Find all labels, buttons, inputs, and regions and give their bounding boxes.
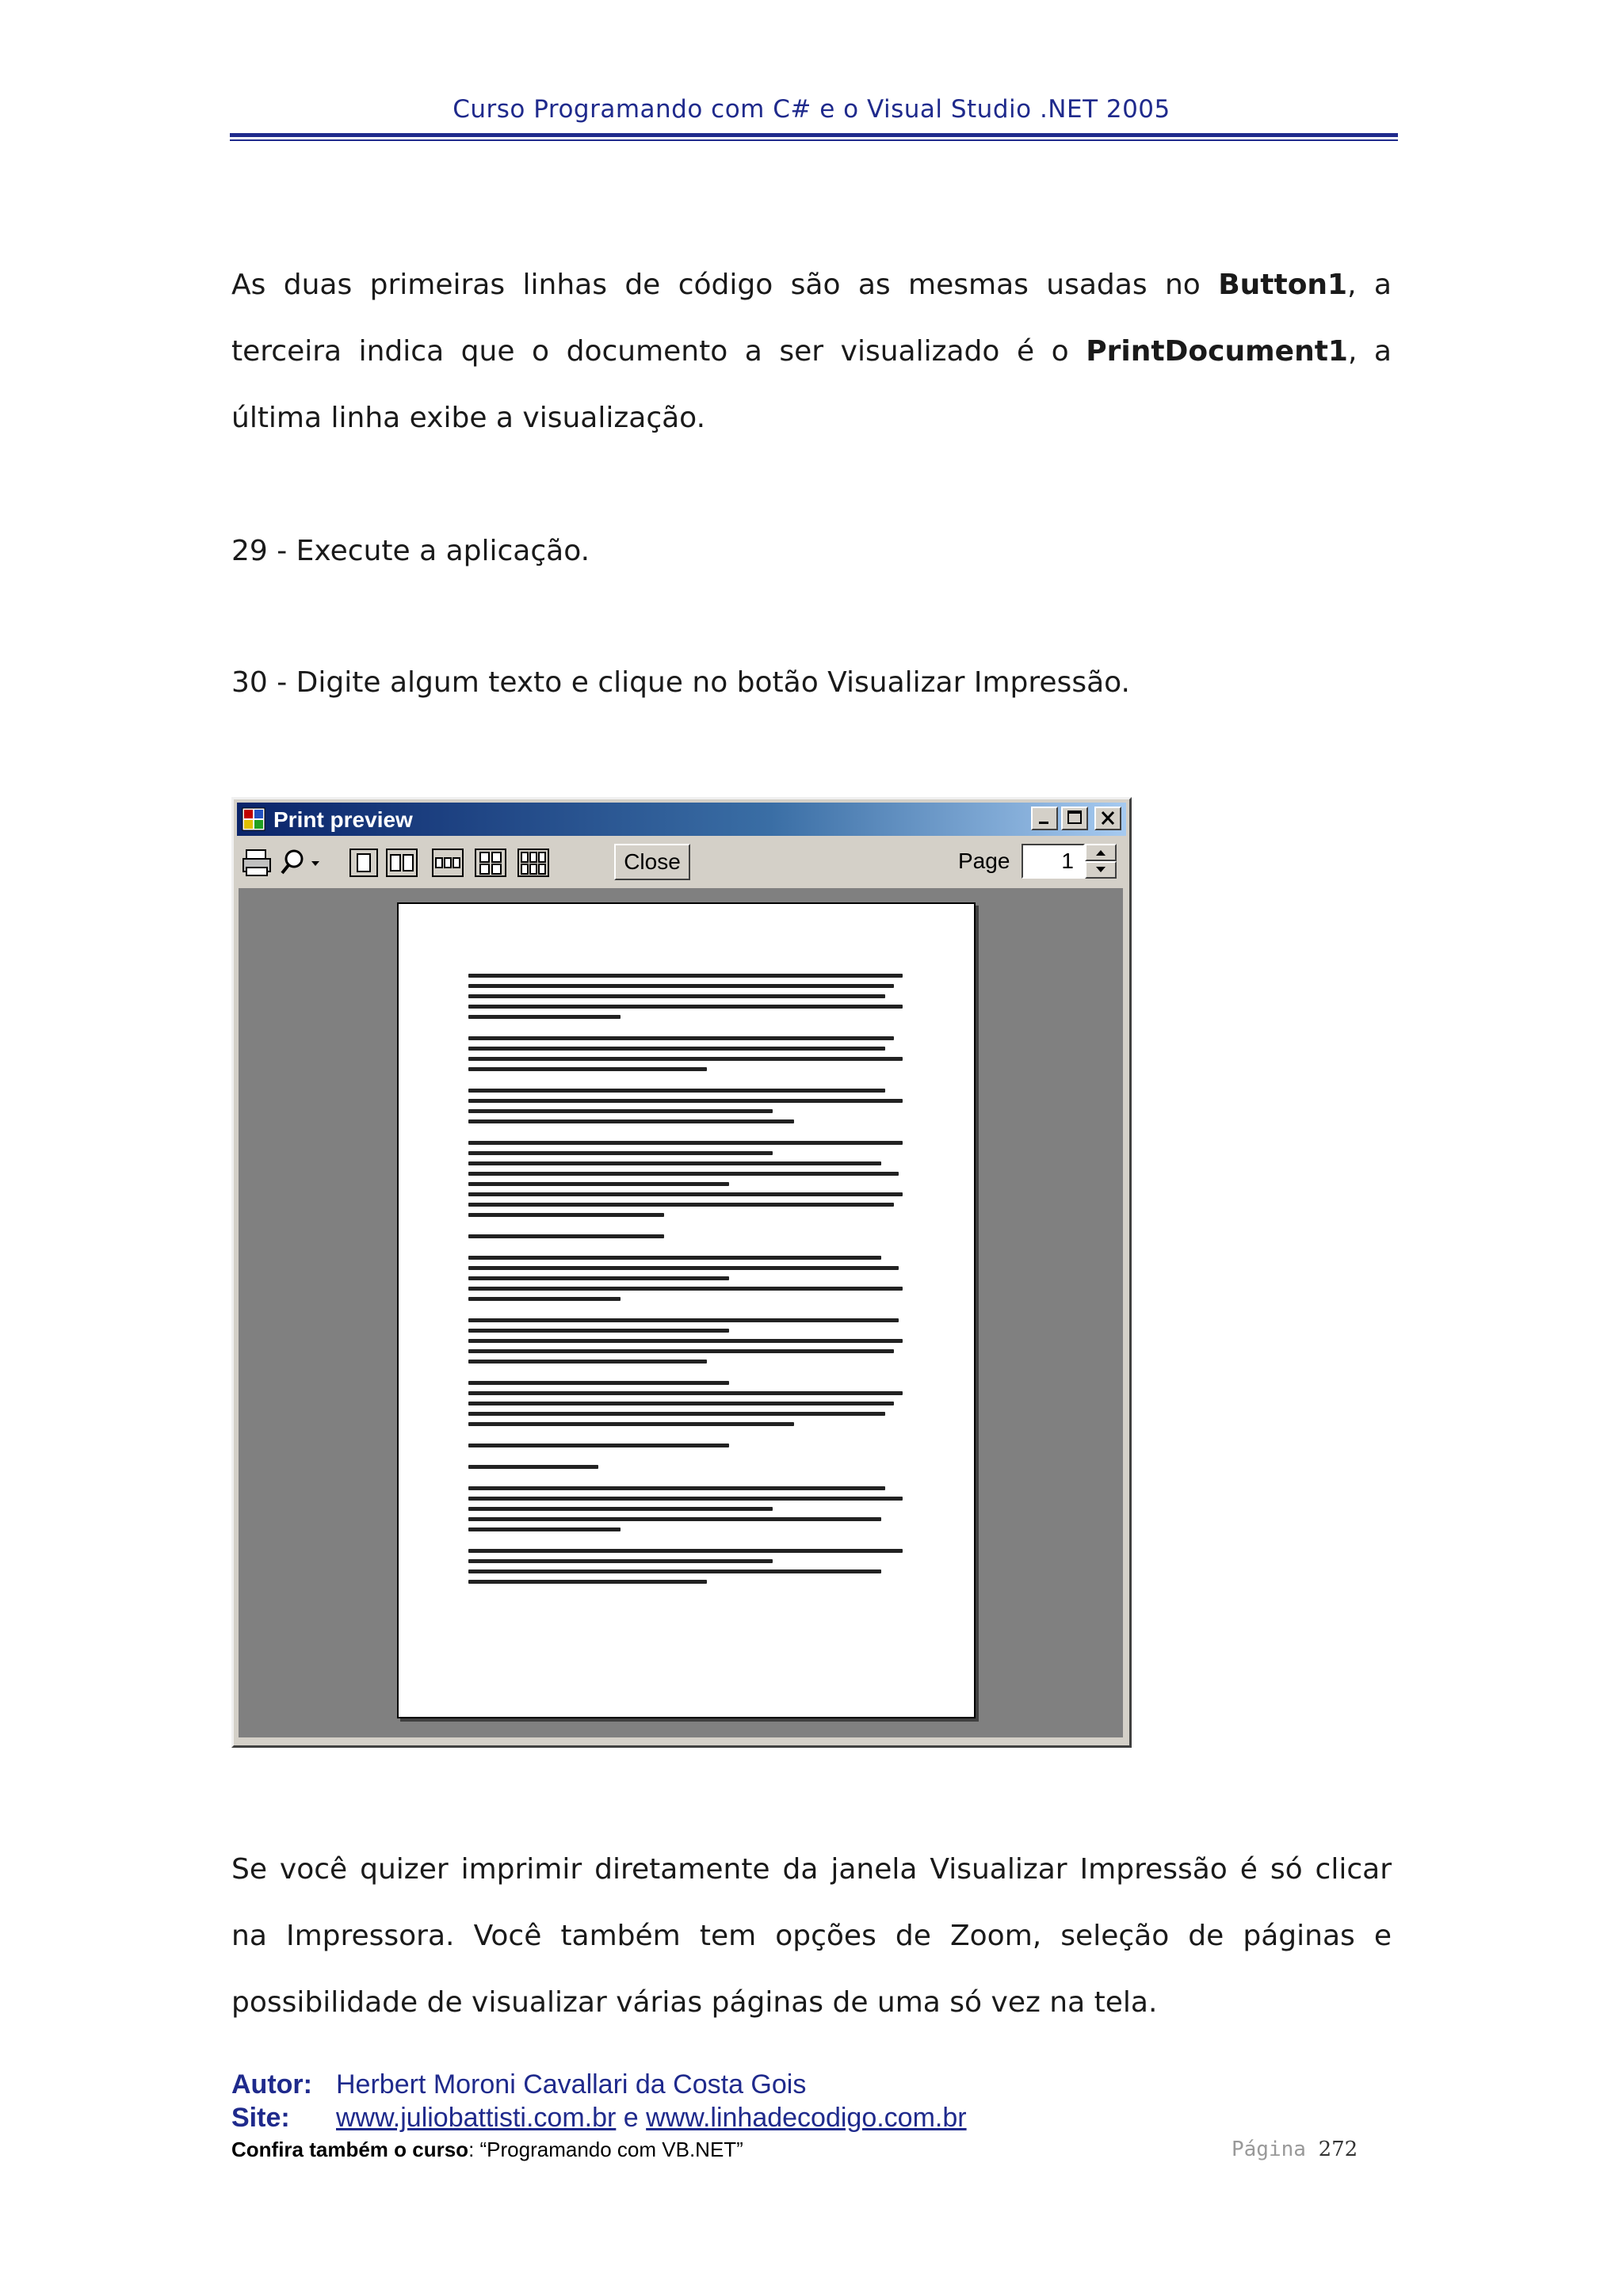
page-number — [1232, 2138, 1358, 2161]
app-icon — [242, 807, 265, 831]
site-link-1[interactable]: www.juliobattisti.com.br — [336, 2103, 617, 2133]
site-link-2[interactable]: www.linhadecodigo.com.br — [646, 2103, 967, 2133]
preview-text-line — [468, 1569, 881, 1573]
author-label: Autor: — [231, 2069, 312, 2100]
preview-text-line — [468, 1297, 621, 1301]
preview-text-line — [468, 1422, 794, 1426]
print-preview-window — [231, 797, 1132, 1748]
preview-text-line — [468, 1444, 729, 1447]
preview-text-line — [468, 974, 903, 978]
preview-text-line — [468, 1349, 894, 1353]
text-run: , a terceira indica que o documento a ser visualizado é o — [231, 269, 1392, 368]
preview-text-line — [468, 1109, 773, 1113]
page-header-title: Curso Programando com C# e o Visual Studio .NET 2005 — [453, 95, 1170, 124]
preview-text-line — [468, 1057, 903, 1061]
maximize-icon[interactable] — [1061, 807, 1088, 830]
footer-author — [231, 2069, 806, 2100]
preview-text-line — [468, 1329, 729, 1333]
preview-text-line — [468, 1339, 903, 1343]
preview-text-line — [468, 1559, 773, 1563]
spin-up-icon[interactable] — [1085, 844, 1117, 861]
page-word: Página — [1232, 2138, 1306, 2161]
window-title: Print preview — [273, 807, 413, 832]
preview-text-line — [468, 1203, 894, 1207]
site-label: Site: — [231, 2103, 290, 2133]
preview-text-line — [468, 994, 885, 998]
confira-label: Confira também o curso — [231, 2138, 469, 2161]
zoom-icon[interactable] — [280, 847, 324, 879]
preview-text-line — [468, 1089, 885, 1093]
preview-area — [239, 888, 1123, 1737]
header-rule — [230, 133, 1398, 137]
preview-text-line — [468, 1005, 903, 1009]
header-rule-thin — [230, 139, 1398, 141]
close-window-icon[interactable] — [1094, 807, 1121, 830]
close-button[interactable]: Close — [614, 844, 690, 880]
preview-text-line — [468, 1465, 598, 1469]
one-page-icon[interactable] — [348, 847, 380, 879]
preview-text-line — [468, 1141, 903, 1145]
step-30: 30 - Digite algum texto e clique no botão Visualizar Impressão. — [231, 666, 1130, 699]
footer-site — [231, 2103, 967, 2134]
preview-page — [397, 902, 976, 1718]
preview-text-line — [468, 984, 894, 988]
two-pages-icon[interactable] — [384, 847, 419, 879]
page-number-value: 272 — [1318, 2138, 1358, 2161]
preview-text-line — [468, 1507, 773, 1511]
preview-toolbar — [237, 839, 1126, 882]
three-pages-icon[interactable] — [430, 847, 465, 879]
preview-text-line — [468, 1161, 881, 1165]
step-29: 29 - Execute a aplicação. — [231, 535, 590, 567]
print-icon[interactable] — [242, 847, 277, 879]
preview-text-line — [468, 1497, 903, 1501]
preview-text-line — [468, 1099, 903, 1103]
window-titlebar — [237, 803, 1126, 836]
bold-button1: Button1 — [1218, 269, 1348, 301]
confira-text: : “Programando com VB.NET” — [468, 2138, 743, 2161]
preview-text-line — [468, 1036, 894, 1040]
preview-text-line — [468, 1119, 794, 1123]
preview-page-text — [468, 974, 903, 1601]
preview-text-line — [468, 1266, 899, 1270]
preview-text-line — [468, 1256, 881, 1260]
preview-text-line — [468, 1172, 899, 1176]
preview-text-line — [468, 1486, 885, 1490]
preview-text-line — [468, 1391, 903, 1395]
preview-text-line — [468, 1276, 729, 1280]
six-pages-icon[interactable] — [516, 847, 551, 879]
intro-paragraph — [231, 252, 1392, 452]
preview-text-line — [468, 1015, 621, 1019]
preview-text-line — [468, 1067, 707, 1071]
bold-printdocument1: PrintDocument1 — [1086, 335, 1348, 368]
preview-text-line — [468, 1287, 903, 1291]
preview-text-line — [468, 1360, 707, 1363]
footer-confira — [231, 2138, 743, 2162]
text-run: , a última linha exibe a visualização. — [231, 335, 1392, 434]
author-name: Herbert Moroni Cavallari da Costa Gois — [336, 2069, 807, 2100]
preview-text-line — [468, 1318, 899, 1322]
preview-text-line — [468, 1527, 621, 1531]
preview-text-line — [468, 1213, 664, 1217]
preview-text-line — [468, 1580, 707, 1584]
preview-text-line — [468, 1192, 903, 1196]
preview-text-line — [468, 1412, 885, 1416]
site-separator: e — [616, 2103, 647, 2133]
text-run: As duas primeiras linhas de código são as mesmas usadas no — [231, 269, 1219, 301]
minimize-icon[interactable] — [1031, 807, 1058, 830]
preview-text-line — [468, 1182, 729, 1186]
preview-text-line — [468, 1402, 894, 1405]
four-pages-icon[interactable] — [473, 847, 508, 879]
preview-text-line — [468, 1151, 773, 1155]
preview-text-line — [468, 1047, 885, 1051]
page-number-field[interactable]: 1 — [1022, 844, 1085, 879]
page-label: Page — [958, 849, 1010, 873]
closing-paragraph: Se você quizer imprimir diretamente da janela Visualizar Impressão é só clicar na Impressora. Você também tem opções de Zoom, seleção de páginas e possibilidade de visualizar várias páginas de uma só vez na tela. — [231, 1853, 1392, 2019]
preview-text-line — [468, 1549, 903, 1553]
preview-text-line — [468, 1234, 664, 1238]
preview-text-line — [468, 1517, 881, 1521]
spin-down-icon[interactable] — [1085, 861, 1117, 879]
preview-text-line — [468, 1381, 729, 1385]
